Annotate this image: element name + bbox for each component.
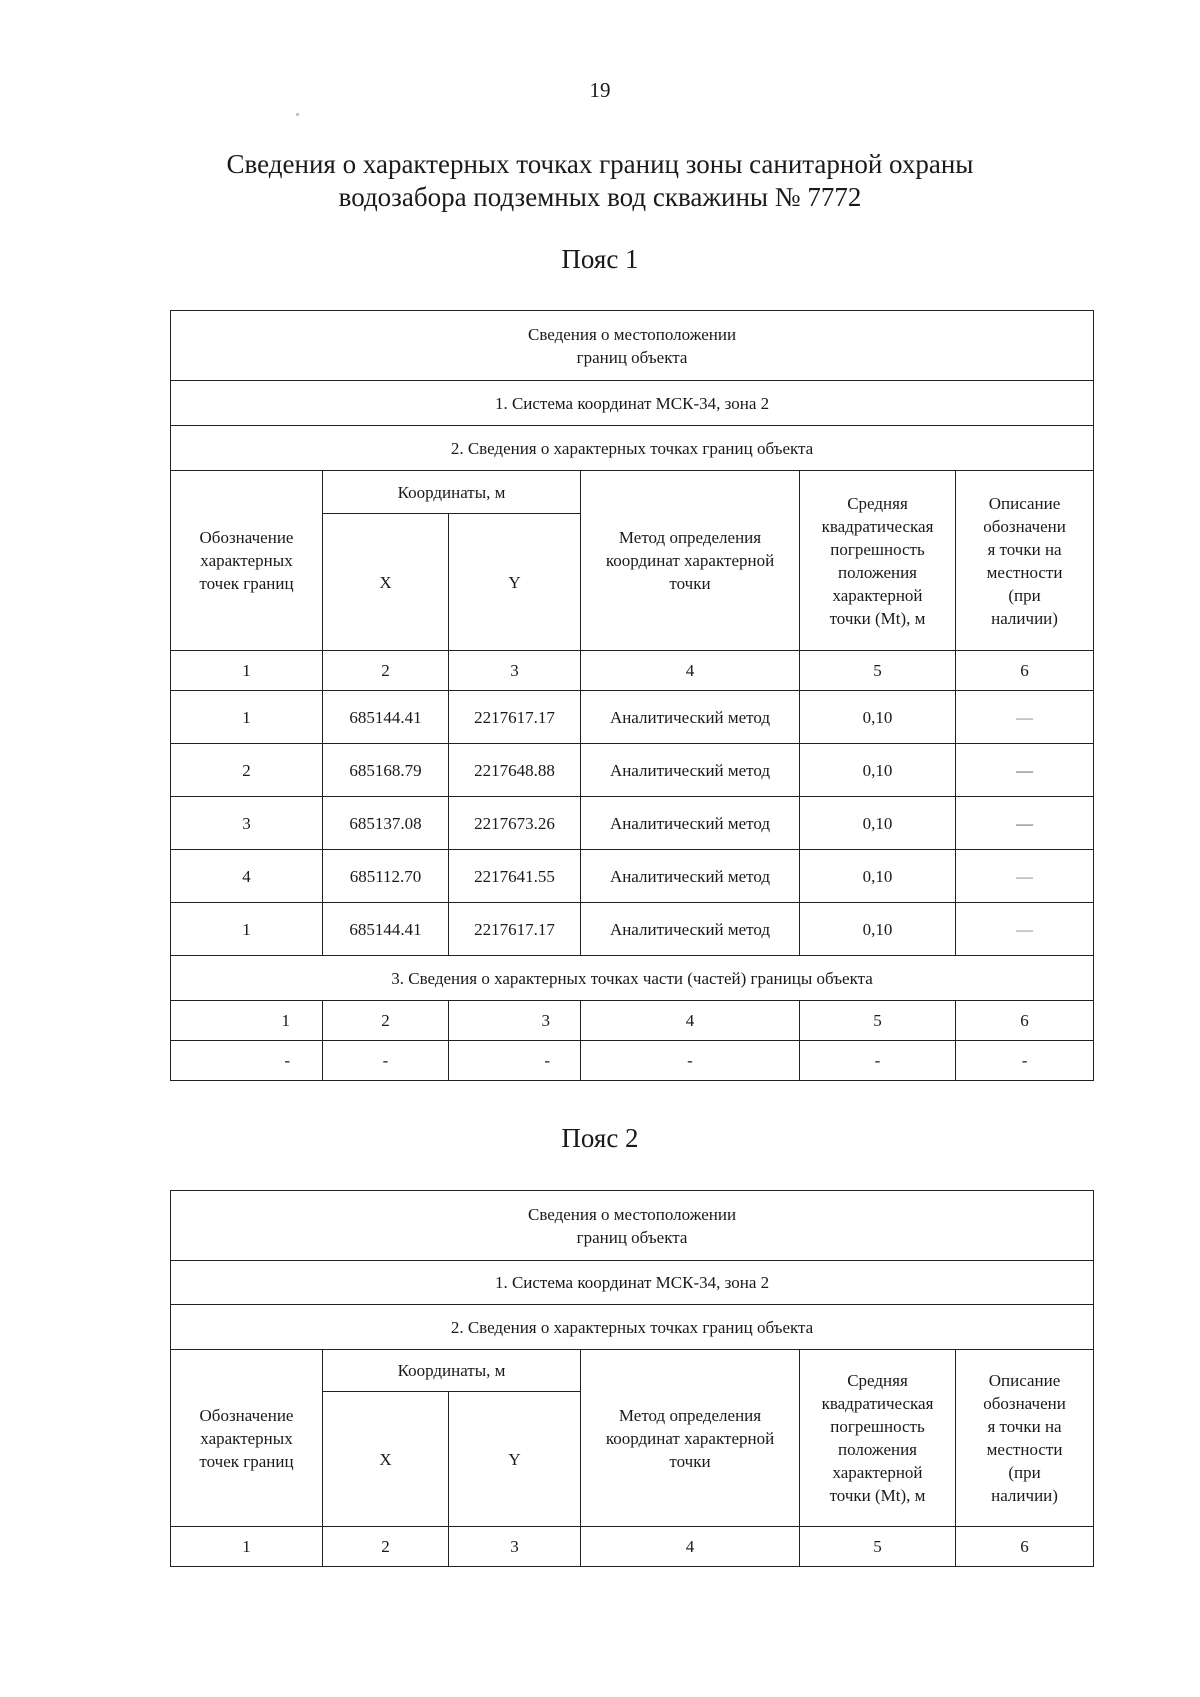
error-cell: 0,10 [800, 850, 956, 903]
coordinate-system-row: 1. Система координат МСК-34, зона 2 [171, 1261, 1094, 1305]
zone-1-heading: Пояс 1 [561, 244, 639, 274]
error-cell: 0,10 [800, 691, 956, 744]
column-number: 5 [800, 651, 956, 691]
empty-cell: - [323, 1041, 449, 1081]
method-cell: Аналитический метод [581, 903, 800, 956]
column-number: 5 [800, 1527, 956, 1567]
location-header: Сведения о местоположении границ объекта [171, 311, 1094, 381]
x-cell: 685144.41 [323, 691, 449, 744]
column-number: 6 [956, 651, 1094, 691]
point-cell: 1 [171, 691, 323, 744]
column-number: 6 [956, 1001, 1094, 1041]
y-header: Y [449, 1392, 581, 1527]
column-number: 3 [449, 1527, 581, 1567]
column-header-row [171, 1350, 1094, 1392]
x-cell: 685168.79 [323, 744, 449, 797]
column-number: 1 [171, 1001, 323, 1041]
x-cell: 685112.70 [323, 850, 449, 903]
coordinates-header: Координаты, м [323, 471, 581, 514]
y-cell: 2217648.88 [449, 744, 581, 797]
empty-cell: - [800, 1041, 956, 1081]
x-header: X [323, 514, 449, 651]
column-number: 2 [323, 651, 449, 691]
column-number: 1 [171, 651, 323, 691]
column-number: 2 [323, 1527, 449, 1567]
title-line-2: водозабора подземных вод скважины № 7772 [338, 182, 862, 212]
table-row [171, 903, 1094, 956]
column-number: 1 [171, 1527, 323, 1567]
table-row [171, 1041, 1094, 1081]
empty-cell: - [171, 1041, 323, 1081]
column-number: 4 [581, 1527, 800, 1567]
zone-2-table [170, 1190, 1094, 1567]
description-header: Описание обозначени я точки на местности (при наличии) [956, 1350, 1094, 1527]
zone-1-table [170, 310, 1094, 1081]
description-cell: — [956, 691, 1094, 744]
column-number: 3 [449, 651, 581, 691]
error-cell: 0,10 [800, 744, 956, 797]
column-number: 4 [581, 1001, 800, 1041]
document-title [0, 148, 1200, 214]
part-points-section-row: 3. Сведения о характерных точках части (частей) границы объекта [171, 956, 1094, 1001]
x-header: X [323, 1392, 449, 1527]
method-header: Метод определения координат характерной точки [581, 471, 800, 651]
column-number-row [171, 1527, 1094, 1567]
method-cell: Аналитический метод [581, 850, 800, 903]
coordinate-system-row: 1. Система координат МСК-34, зона 2 [171, 381, 1094, 426]
table-header-row [171, 311, 1094, 381]
designation-header: Обозначение характерных точек границ [171, 471, 323, 651]
description-cell: — [956, 850, 1094, 903]
column-number: 5 [800, 1001, 956, 1041]
y-cell: 2217641.55 [449, 850, 581, 903]
method-cell: Аналитический метод [581, 744, 800, 797]
table-row [171, 850, 1094, 903]
points-section-row: 2. Сведения о характерных точках границ объекта [171, 1305, 1094, 1350]
error-header: Средняя квадратическая погрешность положения характерной точки (Mt), м [800, 471, 956, 651]
point-cell: 2 [171, 744, 323, 797]
column-number: 2 [323, 1001, 449, 1041]
points-section-row: 2. Сведения о характерных точках границ объекта [171, 426, 1094, 471]
title-line-1: Сведения о характерных точках границ зоны санитарной охраны [226, 149, 974, 179]
y-cell: 2217673.26 [449, 797, 581, 850]
table-row [171, 744, 1094, 797]
x-cell: 685144.41 [323, 903, 449, 956]
point-cell: 1 [171, 903, 323, 956]
error-cell: 0,10 [800, 903, 956, 956]
point-cell: 4 [171, 850, 323, 903]
column-number-row [171, 651, 1094, 691]
description-header: Описание обозначени я точки на местности (при наличии) [956, 471, 1094, 651]
y-header: Y [449, 514, 581, 651]
point-cell: 3 [171, 797, 323, 850]
empty-cell: - [449, 1041, 581, 1081]
coordinates-header: Координаты, м [323, 1350, 581, 1392]
location-header: Сведения о местоположении границ объекта [171, 1191, 1094, 1261]
table-header-row [171, 1191, 1094, 1261]
error-header: Средняя квадратическая погрешность положения характерной точки (Mt), м [800, 1350, 956, 1527]
error-cell: 0,10 [800, 797, 956, 850]
page-number: 19 [589, 78, 611, 102]
column-number: 4 [581, 651, 800, 691]
empty-cell: - [956, 1041, 1094, 1081]
description-cell: — [956, 744, 1094, 797]
column-number-row [171, 1001, 1094, 1041]
designation-header: Обозначение характерных точек границ [171, 1350, 323, 1527]
table-row [171, 797, 1094, 850]
column-header-row [171, 471, 1094, 514]
x-cell: 685137.08 [323, 797, 449, 850]
empty-cell: - [581, 1041, 800, 1081]
description-cell: — [956, 797, 1094, 850]
method-cell: Аналитический метод [581, 797, 800, 850]
zone-2-heading: Пояс 2 [561, 1123, 639, 1153]
description-cell: — [956, 903, 1094, 956]
column-number: 6 [956, 1527, 1094, 1567]
y-cell: 2217617.17 [449, 903, 581, 956]
y-cell: 2217617.17 [449, 691, 581, 744]
table-row [171, 691, 1094, 744]
method-cell: Аналитический метод [581, 691, 800, 744]
method-header: Метод определения координат характерной точки [581, 1350, 800, 1527]
scan-speck [296, 113, 299, 116]
column-number: 3 [449, 1001, 581, 1041]
